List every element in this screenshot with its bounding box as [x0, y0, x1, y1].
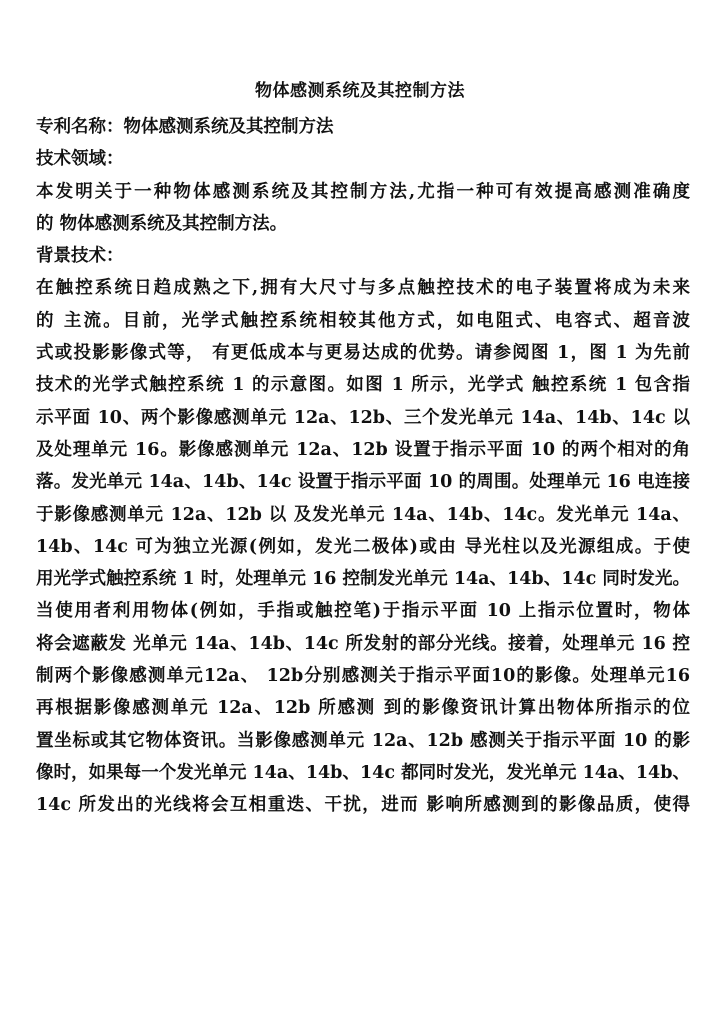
background-paragraph-line: 用光学式触控系统 1 时，处理单元 16 控制发光单元 14a、14b、14c 同时发光。 — [36, 569, 690, 590]
document-body — [36, 111, 690, 822]
field-paragraph-line: 本发明关于一种物体感测系统及其控制方法,尤指一种可有效提高感测准确度 — [36, 181, 690, 202]
background-paragraph-line: 及处理单元 16。影像感测单元 12a、12b 设置于指示平面 10 的两个相对的角 — [36, 439, 690, 460]
field-paragraph-line: 的 物体感测系统及其控制方法。 — [36, 213, 288, 234]
background-paragraph-line: 于影像感测单元 12a、12b 以 及发光单元 14a、14b、14c。发光单元 14a、 — [36, 504, 690, 525]
background-paragraph-line: 在触控系统日趋成熟之下,拥有大尺寸与多点触控技术的电子装置将成为未来 — [36, 278, 690, 299]
background-paragraph-line: 14c 所发出的光线将会互相重迭、干扰，进而 影响所感测到的影像品质，使得 — [36, 795, 690, 816]
background-paragraph-line: 制两个影像感测单元12a、 12b分别感测关于指示平面10的影像。处理单元16 — [36, 666, 690, 687]
document-title: 物体感测系统及其控制方法 — [255, 81, 465, 101]
background-paragraph-line: 像时，如果每一个发光单元 14a、14b、14c 都同时发光，发光单元 14a、14b、 — [36, 762, 690, 783]
background-paragraph-line: 再根据影像感测单元 12a、12b 所感测 到的影像资讯计算出物体所指示的位 — [36, 698, 690, 719]
field-heading: 技术领域： — [36, 149, 124, 170]
background-paragraph-line: 置坐标或其它物体资讯。当影像感测单元 12a、12b 感测关于指示平面 10 的影 — [36, 730, 690, 751]
background-paragraph-line: 落。发光单元 14a、14b、14c 设置于指示平面 10 的周围。处理单元 16 电连接 — [36, 472, 690, 493]
background-heading: 背景技术： — [36, 246, 124, 267]
patent-name-line: 专利名称：物体感测系统及其控制方法 — [36, 117, 334, 137]
background-paragraph-line: 将会遮蔽发 光单元 14a、14b、14c 所发射的部分光线。接着，处理单元 16 控 — [36, 633, 690, 654]
background-paragraph-line: 技术的光学式触控系统 1 的示意图。如图 1 所示，光学式 触控系统 1 包含指 — [36, 375, 690, 396]
background-paragraph-line: 14b、14c 可为独立光源(例如，发光二极体)或由 导光柱以及光源组成。于使 — [36, 536, 690, 557]
background-paragraph-line: 式或投影影像式等， 有更低成本与更易达成的优势。请参阅图 1，图 1 为先前 — [36, 343, 690, 364]
background-paragraph-line: 的 主流。目前，光学式触控系统相较其他方式，如电阻式、电容式、超音波 — [36, 310, 690, 331]
background-paragraph-line: 示平面 10、两个影像感测单元 12a、12b、三个发光单元 14a、14b、14c 以 — [36, 407, 690, 428]
background-paragraph-line: 当使用者利用物体(例如，手指或触控笔)于指示平面 10 上指示位置时，物体 — [36, 601, 690, 622]
